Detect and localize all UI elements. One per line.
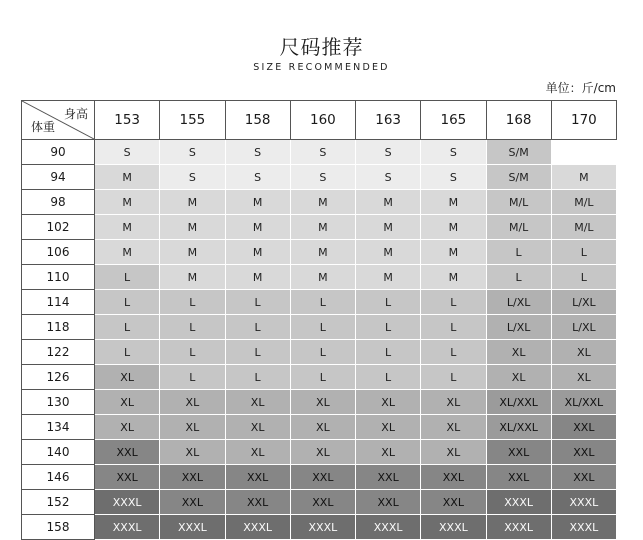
size-cell: L — [95, 265, 160, 290]
height-header-cell: 163 — [356, 101, 421, 140]
size-cell: S — [290, 140, 355, 165]
height-header-cell: 153 — [95, 101, 160, 140]
size-cell: L — [421, 315, 486, 340]
size-cell: L — [421, 365, 486, 390]
size-cell: XXL — [356, 490, 421, 515]
size-grid — [22, 140, 617, 540]
size-cell: XL — [551, 340, 616, 365]
weight-cell: 114 — [22, 290, 95, 315]
size-cell: XXL — [486, 440, 551, 465]
size-cell: M — [225, 215, 290, 240]
size-cell: S — [421, 165, 486, 190]
size-cell: M — [421, 265, 486, 290]
weight-row — [22, 190, 617, 215]
size-cell: XXL — [421, 490, 486, 515]
size-cell: XL — [290, 415, 355, 440]
weight-cell: 110 — [22, 265, 95, 290]
size-cell: M — [95, 165, 160, 190]
size-cell: XXXL — [486, 515, 551, 540]
size-cell: M — [421, 240, 486, 265]
size-cell: XXL — [421, 465, 486, 490]
size-cell: XXXL — [551, 490, 616, 515]
size-cell: XXXL — [95, 515, 160, 540]
size-cell: XL — [95, 415, 160, 440]
size-cell: S — [290, 165, 355, 190]
size-cell — [551, 140, 616, 165]
size-cell: S — [356, 140, 421, 165]
weight-row — [22, 515, 617, 540]
size-cell: L — [95, 290, 160, 315]
size-cell: XXL — [160, 490, 225, 515]
size-cell: XXL — [551, 415, 616, 440]
size-cell: M/L — [486, 215, 551, 240]
weight-cell: 146 — [22, 465, 95, 490]
weight-cell: 130 — [22, 390, 95, 415]
size-cell: M — [225, 240, 290, 265]
weight-row — [22, 440, 617, 465]
weight-cell: 106 — [22, 240, 95, 265]
size-cell: XXL — [225, 490, 290, 515]
size-cell: XL — [486, 365, 551, 390]
size-cell: L — [356, 290, 421, 315]
size-cell: L — [160, 365, 225, 390]
size-cell: L/XL — [486, 290, 551, 315]
height-header-cell: 160 — [290, 101, 355, 140]
size-cell: XL — [160, 415, 225, 440]
size-cell: M/L — [551, 190, 616, 215]
weight-cell: 126 — [22, 365, 95, 390]
size-cell: L — [356, 365, 421, 390]
size-cell: M — [290, 215, 355, 240]
size-cell: XL — [225, 440, 290, 465]
size-cell: M — [225, 190, 290, 215]
size-cell: XL — [290, 440, 355, 465]
size-cell: L — [551, 240, 616, 265]
size-cell: M — [95, 190, 160, 215]
size-cell: M — [290, 240, 355, 265]
size-cell: M — [290, 190, 355, 215]
size-cell: XXL — [551, 440, 616, 465]
height-header-cell: 170 — [551, 101, 616, 140]
size-cell: XXXL — [356, 515, 421, 540]
weight-cell: 152 — [22, 490, 95, 515]
size-cell: XL — [160, 390, 225, 415]
size-cell: XL — [225, 415, 290, 440]
size-cell: L — [421, 290, 486, 315]
weight-cell: 158 — [22, 515, 95, 540]
size-cell: L — [290, 290, 355, 315]
size-cell: XL — [95, 390, 160, 415]
size-cell: M — [421, 215, 486, 240]
size-cell: XXL — [486, 465, 551, 490]
size-cell: S — [160, 165, 225, 190]
size-cell: L — [486, 240, 551, 265]
size-cell: L/XL — [551, 315, 616, 340]
size-cell: XL — [290, 390, 355, 415]
size-cell: M — [421, 190, 486, 215]
weight-row — [22, 165, 617, 190]
size-cell: L — [421, 340, 486, 365]
size-cell: XL/XXL — [486, 390, 551, 415]
size-cell: XXXL — [421, 515, 486, 540]
weight-cell: 102 — [22, 215, 95, 240]
size-cell: XXL — [225, 465, 290, 490]
size-cell: XXL — [290, 490, 355, 515]
size-cell: XXXL — [486, 490, 551, 515]
size-cell: M — [356, 265, 421, 290]
size-cell: XL/XXL — [486, 415, 551, 440]
size-cell: M — [160, 215, 225, 240]
size-cell: M — [356, 190, 421, 215]
weight-cell: 118 — [22, 315, 95, 340]
size-chart-table — [21, 100, 617, 540]
unit-label: 单位：斤/cm — [545, 81, 616, 95]
weight-row — [22, 340, 617, 365]
size-cell: S — [225, 140, 290, 165]
size-cell: L — [160, 315, 225, 340]
weight-cell: 98 — [22, 190, 95, 215]
size-cell: XL — [421, 440, 486, 465]
size-cell: L — [95, 315, 160, 340]
size-cell: S/M — [486, 140, 551, 165]
size-cell: M/L — [486, 190, 551, 215]
size-cell: M — [356, 215, 421, 240]
size-cell: M — [290, 265, 355, 290]
page-subtitle: SIZE RECOMMENDED — [253, 62, 390, 73]
weight-cell: 122 — [22, 340, 95, 365]
size-cell: S — [356, 165, 421, 190]
size-cell: M — [95, 215, 160, 240]
size-cell: L — [160, 290, 225, 315]
size-cell: XL — [421, 390, 486, 415]
size-cell: S — [421, 140, 486, 165]
size-cell: L — [290, 315, 355, 340]
size-cell: XL — [225, 390, 290, 415]
size-cell: M/L — [551, 215, 616, 240]
size-cell: L — [225, 365, 290, 390]
size-cell: XL/XXL — [551, 390, 616, 415]
size-cell: XXL — [95, 465, 160, 490]
weight-row — [22, 390, 617, 415]
size-cell: XXXL — [225, 515, 290, 540]
size-cell: XL — [95, 365, 160, 390]
weight-row — [22, 365, 617, 390]
height-header-row — [22, 101, 617, 140]
size-cell: XL — [486, 340, 551, 365]
size-cell: M — [160, 265, 225, 290]
height-header-cell: 155 — [160, 101, 225, 140]
weight-cell: 90 — [22, 140, 95, 165]
weight-row — [22, 140, 617, 165]
size-cell: L — [95, 340, 160, 365]
weight-axis-label: 体重 — [31, 120, 56, 134]
weight-row — [22, 215, 617, 240]
size-cell: S — [160, 140, 225, 165]
size-cell: S — [225, 165, 290, 190]
size-cell: XL — [160, 440, 225, 465]
size-cell: XXXL — [290, 515, 355, 540]
size-cell: L — [551, 265, 616, 290]
corner-header-cell — [22, 101, 95, 140]
height-header-cell: 165 — [421, 101, 486, 140]
size-cell: L — [356, 340, 421, 365]
weight-cell: 134 — [22, 415, 95, 440]
size-cell: M — [160, 190, 225, 215]
size-cell: L — [486, 265, 551, 290]
size-cell: L — [290, 365, 355, 390]
weight-row — [22, 465, 617, 490]
size-cell: XXL — [95, 440, 160, 465]
height-header-cell: 158 — [225, 101, 290, 140]
size-cell: L/XL — [551, 290, 616, 315]
size-cell: M — [356, 240, 421, 265]
size-cell: M — [160, 240, 225, 265]
size-cell: XL — [421, 415, 486, 440]
size-cell: S — [95, 140, 160, 165]
size-cell: L — [225, 290, 290, 315]
weight-row — [22, 265, 617, 290]
size-cell: XXL — [356, 465, 421, 490]
size-cell: XXL — [551, 465, 616, 490]
size-cell: XL — [356, 440, 421, 465]
size-cell: L — [225, 315, 290, 340]
size-cell: XL — [356, 415, 421, 440]
size-cell: L — [160, 340, 225, 365]
size-cell: L/XL — [486, 315, 551, 340]
weight-row — [22, 315, 617, 340]
size-cell: S/M — [486, 165, 551, 190]
size-cell: XXL — [160, 465, 225, 490]
size-cell: L — [356, 315, 421, 340]
height-header-cell: 168 — [486, 101, 551, 140]
size-cell: XXXL — [160, 515, 225, 540]
weight-row — [22, 290, 617, 315]
weight-row — [22, 415, 617, 440]
weight-cell: 140 — [22, 440, 95, 465]
size-cell: XXXL — [551, 515, 616, 540]
size-cell: L — [290, 340, 355, 365]
size-cell: M — [551, 165, 616, 190]
size-cell: L — [225, 340, 290, 365]
page-title: 尺码推荐 — [279, 35, 364, 59]
size-cell: M — [95, 240, 160, 265]
size-cell: XXL — [290, 465, 355, 490]
size-cell: M — [225, 265, 290, 290]
size-cell: XL — [551, 365, 616, 390]
height-axis-label: 身高 — [63, 107, 88, 121]
weight-row — [22, 490, 617, 515]
size-cell: XXXL — [95, 490, 160, 515]
size-cell: XL — [356, 390, 421, 415]
weight-row — [22, 240, 617, 265]
weight-cell: 94 — [22, 165, 95, 190]
